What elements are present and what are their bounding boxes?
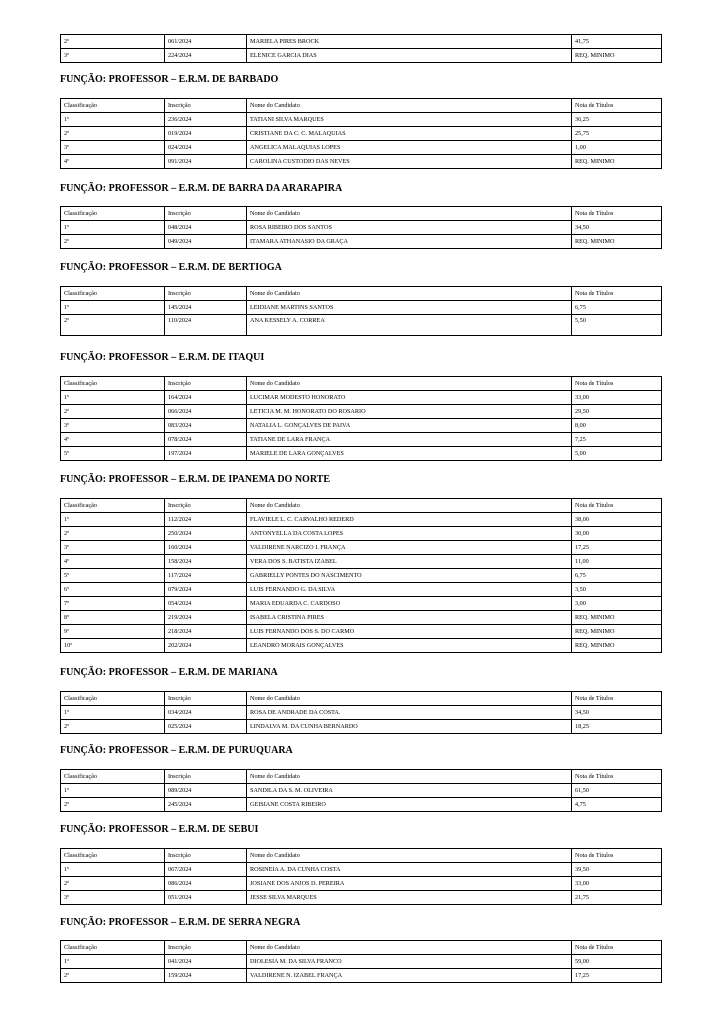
inscricao-cell: 202/2024 xyxy=(165,639,247,653)
classificacao-cell: 1º xyxy=(61,113,165,127)
inscricao-cell: 197/2024 xyxy=(165,447,247,461)
classificacao-cell: 2º xyxy=(61,969,165,983)
score-cell: 61,50 xyxy=(572,784,662,798)
classificacao-cell: 5º xyxy=(61,569,165,583)
table-row xyxy=(61,625,662,639)
table-header-row xyxy=(61,770,662,784)
classificacao-cell: 2º xyxy=(61,235,165,249)
column-header: Nome do Candidato xyxy=(247,770,572,784)
inscricao-cell: 079/2024 xyxy=(165,583,247,597)
column-header: Nota de Títulos xyxy=(572,849,662,863)
section-title: FUNÇÃO: PROFESSOR – E.R.M. DE SERRA NEGRA xyxy=(60,917,301,928)
table-row xyxy=(61,583,662,597)
column-header: Inscrição xyxy=(165,377,247,391)
results-table xyxy=(60,286,662,336)
inscricao-cell: 224/2024 xyxy=(165,49,247,63)
score-cell: 8,00 xyxy=(572,419,662,433)
classificacao-cell: 3º xyxy=(61,141,165,155)
score-cell: 41,75 xyxy=(572,35,662,49)
candidate-name-cell: VERA DOS S. BATISTA IZABEL xyxy=(247,555,572,569)
candidate-name-cell: GEISIANE COSTA RIBEIRO xyxy=(247,798,572,812)
classificacao-cell: 2º xyxy=(61,35,165,49)
section-title: FUNÇÃO: PROFESSOR – E.R.M. DE ITAQUI xyxy=(60,352,265,363)
inscricao-cell: 049/2024 xyxy=(165,235,247,249)
table-row xyxy=(61,433,662,447)
section-title: FUNÇÃO: PROFESSOR – E.R.M. DE SEBUI xyxy=(60,824,259,835)
column-header: Inscrição xyxy=(165,941,247,955)
classificacao-cell: 2º xyxy=(61,877,165,891)
candidate-name-cell: DIOLESIA M. DA SILVA FRANCO xyxy=(247,955,572,969)
table-row xyxy=(61,315,662,336)
section-title: FUNÇÃO: PROFESSOR – E.R.M. DE MARIANA xyxy=(60,667,278,678)
table-row xyxy=(61,541,662,555)
score-cell: 39,50 xyxy=(572,863,662,877)
inscricao-cell: 051/2024 xyxy=(165,891,247,905)
column-header: Nome do Candidato xyxy=(247,287,572,301)
candidate-name-cell: ROSA DE ANDRADE DA COSTA. xyxy=(247,706,572,720)
inscricao-cell: 054/2024 xyxy=(165,597,247,611)
classificacao-cell: 2º xyxy=(61,315,165,336)
results-table xyxy=(60,848,662,905)
table-row xyxy=(61,141,662,155)
column-header: Nome do Candidato xyxy=(247,377,572,391)
table-header-row xyxy=(61,941,662,955)
table-row xyxy=(61,569,662,583)
section-title: FUNÇÃO: PROFESSOR – E.R.M. DE BARRA DA ARARAPIRA xyxy=(60,183,343,194)
classificacao-cell: 1º xyxy=(61,863,165,877)
classificacao-cell: 2º xyxy=(61,720,165,734)
column-header: Nota de Títulos xyxy=(572,941,662,955)
inscricao-cell: 019/2024 xyxy=(165,127,247,141)
score-cell: 17,25 xyxy=(572,541,662,555)
classificacao-cell: 2º xyxy=(61,527,165,541)
score-cell: 11,00 xyxy=(572,555,662,569)
classificacao-cell: 10º xyxy=(61,639,165,653)
table-row xyxy=(61,969,662,983)
classificacao-cell: 1º xyxy=(61,301,165,315)
results-table xyxy=(60,940,662,983)
results-table xyxy=(60,769,662,812)
score-cell: REQ. MINIMO xyxy=(572,49,662,63)
inscricao-cell: 117/2024 xyxy=(165,569,247,583)
classificacao-cell: 9º xyxy=(61,625,165,639)
candidate-name-cell: GABRIELLY PONTES DO NASCIMENTO xyxy=(247,569,572,583)
candidate-name-cell: ANTONYELLA DA COSTA LOPES xyxy=(247,527,572,541)
classificacao-cell: 5º xyxy=(61,447,165,461)
classificacao-cell: 3º xyxy=(61,891,165,905)
candidate-name-cell: ISABELA CRISTINA PIRES xyxy=(247,611,572,625)
candidate-name-cell: FLAVIELE L. C. CARVALHO REDERD xyxy=(247,513,572,527)
score-cell: 34,50 xyxy=(572,221,662,235)
candidate-name-cell: LEANDRO MORAIS GONÇALVES xyxy=(247,639,572,653)
table-row xyxy=(61,113,662,127)
inscricao-cell: 091/2024 xyxy=(165,155,247,169)
classificacao-cell: 2º xyxy=(61,127,165,141)
score-cell: 7,25 xyxy=(572,433,662,447)
candidate-name-cell: CAROLINA CUSTODIO DAS NEVES xyxy=(247,155,572,169)
results-table xyxy=(60,206,662,249)
candidate-name-cell: NATALIA L. GONÇALVES DE PAIVA xyxy=(247,419,572,433)
candidate-name-cell: LUCIMAR MODESTO HONORATO xyxy=(247,391,572,405)
candidate-name-cell: LUIS FERNANDO DOS S. DO CARMO xyxy=(247,625,572,639)
score-cell: 29,50 xyxy=(572,405,662,419)
column-header: Classificação xyxy=(61,287,165,301)
inscricao-cell: 236/2024 xyxy=(165,113,247,127)
table-header-row xyxy=(61,287,662,301)
column-header: Classificação xyxy=(61,941,165,955)
score-cell: REQ. MINIMO xyxy=(572,639,662,653)
classificacao-cell: 3º xyxy=(61,541,165,555)
score-cell: 3,50 xyxy=(572,583,662,597)
section-title: FUNÇÃO: PROFESSOR – E.R.M. DE IPANEMA DO NORTE xyxy=(60,474,331,485)
column-header: Nota de Títulos xyxy=(572,692,662,706)
inscricao-cell: 067/2024 xyxy=(165,863,247,877)
table-row xyxy=(61,720,662,734)
inscricao-cell: 089/2024 xyxy=(165,784,247,798)
classificacao-cell: 1º xyxy=(61,391,165,405)
section-title: FUNÇÃO: PROFESSOR – E.R.M. DE PURUQUARA xyxy=(60,745,293,756)
column-header: Nota de Títulos xyxy=(572,99,662,113)
table-row xyxy=(61,127,662,141)
classificacao-cell: 4º xyxy=(61,555,165,569)
table-row xyxy=(61,419,662,433)
table-row xyxy=(61,611,662,625)
inscricao-cell: 061/2024 xyxy=(165,35,247,49)
inscricao-cell: 066/2024 xyxy=(165,405,247,419)
score-cell: 34,50 xyxy=(572,706,662,720)
classificacao-cell: 1º xyxy=(61,784,165,798)
table-row xyxy=(61,447,662,461)
inscricao-cell: 078/2024 xyxy=(165,433,247,447)
table-row xyxy=(61,513,662,527)
score-cell: REQ. MINIMO xyxy=(572,155,662,169)
candidate-name-cell: LUIS FERNANDO G. DA SILVA xyxy=(247,583,572,597)
inscricao-cell: 158/2024 xyxy=(165,555,247,569)
score-cell: 5,00 xyxy=(572,447,662,461)
table-row xyxy=(61,955,662,969)
candidate-name-cell: MARIELA PIRES BROCK xyxy=(247,35,572,49)
column-header: Nome do Candidato xyxy=(247,207,572,221)
score-cell: REQ. MINIMO xyxy=(572,625,662,639)
candidate-name-cell: ANGELICA MALAQUIAS LOPES xyxy=(247,141,572,155)
classificacao-cell: 3º xyxy=(61,49,165,63)
classificacao-cell: 2º xyxy=(61,798,165,812)
results-table-continued xyxy=(60,34,662,63)
candidate-name-cell: LEIDIANE MARTINS SANTOS xyxy=(247,301,572,315)
table-row xyxy=(61,49,662,63)
inscricao-cell: 218/2024 xyxy=(165,625,247,639)
column-header: Nome do Candidato xyxy=(247,849,572,863)
table-row xyxy=(61,798,662,812)
results-table xyxy=(60,376,662,461)
inscricao-cell: 112/2024 xyxy=(165,513,247,527)
candidate-name-cell: TATIANE DE LARA FRANÇA xyxy=(247,433,572,447)
inscricao-cell: 164/2024 xyxy=(165,391,247,405)
candidate-name-cell: TATIANI SILVA MARQUES xyxy=(247,113,572,127)
candidate-name-cell: LETICIA M. M. HONORATO DO ROSARIO xyxy=(247,405,572,419)
column-header: Nome do Candidato xyxy=(247,99,572,113)
classificacao-cell: 1º xyxy=(61,706,165,720)
score-cell: 5,50 xyxy=(572,315,662,336)
inscricao-cell: 025/2024 xyxy=(165,720,247,734)
column-header: Inscrição xyxy=(165,849,247,863)
column-header: Classificação xyxy=(61,377,165,391)
table-row xyxy=(61,877,662,891)
candidate-name-cell: ANA KESSELY A. CORREA xyxy=(247,315,572,336)
classificacao-cell: 7º xyxy=(61,597,165,611)
candidate-name-cell: MARIA EDUARDA C. CARDOSO xyxy=(247,597,572,611)
classificacao-cell: 1º xyxy=(61,955,165,969)
inscricao-cell: 245/2024 xyxy=(165,798,247,812)
inscricao-cell: 034/2024 xyxy=(165,706,247,720)
column-header: Classificação xyxy=(61,692,165,706)
candidate-name-cell: LINDALVA M. DA CUNHA BERNARDO xyxy=(247,720,572,734)
inscricao-cell: 024/2024 xyxy=(165,141,247,155)
table-row xyxy=(61,891,662,905)
inscricao-cell: 250/2024 xyxy=(165,527,247,541)
inscricao-cell: 086/2024 xyxy=(165,877,247,891)
candidate-name-cell: CRISTIANE DA C. C. MALAQUIAS xyxy=(247,127,572,141)
candidate-name-cell: VALDIRENE N. IZABEL FRANÇA xyxy=(247,969,572,983)
inscricao-cell: 048/2024 xyxy=(165,221,247,235)
candidate-name-cell: ROSA RIBEIRO DOS SANTOS xyxy=(247,221,572,235)
column-header: Nome do Candidato xyxy=(247,941,572,955)
score-cell: 6,75 xyxy=(572,301,662,315)
candidate-name-cell: ELENICE GARCIA DIAS xyxy=(247,49,572,63)
score-cell: 36,25 xyxy=(572,113,662,127)
score-cell: 33,00 xyxy=(572,391,662,405)
score-cell: REQ. MINIMO xyxy=(572,235,662,249)
results-table xyxy=(60,98,662,169)
column-header: Nota de Títulos xyxy=(572,287,662,301)
column-header: Classificação xyxy=(61,499,165,513)
classificacao-cell: 1º xyxy=(61,513,165,527)
column-header: Classificação xyxy=(61,849,165,863)
column-header: Nome do Candidato xyxy=(247,499,572,513)
candidate-name-cell: JESSE SILVA MARQUES xyxy=(247,891,572,905)
inscricao-cell: 145/2024 xyxy=(165,301,247,315)
candidate-name-cell: SANDILA DA S. M. OLIVEIRA xyxy=(247,784,572,798)
table-row xyxy=(61,221,662,235)
candidate-name-cell: MARIELE DE LARA GONÇALVES xyxy=(247,447,572,461)
table-row xyxy=(61,527,662,541)
candidate-name-cell: ROSINEIA A. DA CUNHA COSTA xyxy=(247,863,572,877)
score-cell: 21,75 xyxy=(572,891,662,905)
score-cell: 17,25 xyxy=(572,969,662,983)
inscricao-cell: 219/2024 xyxy=(165,611,247,625)
score-cell: 1,00 xyxy=(572,141,662,155)
section-title: FUNÇÃO: PROFESSOR – E.R.M. DE BERTIOGA xyxy=(60,262,282,273)
results-table xyxy=(60,691,662,734)
table-header-row xyxy=(61,207,662,221)
table-header-row xyxy=(61,692,662,706)
score-cell: 4,75 xyxy=(572,798,662,812)
score-cell: 3,00 xyxy=(572,597,662,611)
table-row xyxy=(61,405,662,419)
score-cell: 30,00 xyxy=(572,527,662,541)
inscricao-cell: 041/2024 xyxy=(165,955,247,969)
column-header: Classificação xyxy=(61,770,165,784)
column-header: Nota de Títulos xyxy=(572,207,662,221)
table-header-row xyxy=(61,849,662,863)
table-row xyxy=(61,597,662,611)
classificacao-cell: 2º xyxy=(61,405,165,419)
column-header: Nota de Títulos xyxy=(572,770,662,784)
score-cell: 18,25 xyxy=(572,720,662,734)
candidate-name-cell: ITAMARA ATHANASIO DA GRAÇA xyxy=(247,235,572,249)
table-row xyxy=(61,35,662,49)
inscricao-cell: 110/2024 xyxy=(165,315,247,336)
score-cell: 6,75 xyxy=(572,569,662,583)
column-header: Inscrição xyxy=(165,99,247,113)
score-cell: 38,00 xyxy=(572,513,662,527)
table-header-row xyxy=(61,99,662,113)
candidate-name-cell: VALDIRENE NARCIZO I. FRANÇA xyxy=(247,541,572,555)
column-header: Nota de Títulos xyxy=(572,377,662,391)
inscricao-cell: 159/2024 xyxy=(165,969,247,983)
score-cell: REQ. MINIMO xyxy=(572,611,662,625)
table-header-row xyxy=(61,499,662,513)
column-header: Inscrição xyxy=(165,207,247,221)
column-header: Inscrição xyxy=(165,770,247,784)
score-cell: 25,75 xyxy=(572,127,662,141)
table-row xyxy=(61,391,662,405)
results-table xyxy=(60,498,662,653)
inscricao-cell: 160/2024 xyxy=(165,541,247,555)
score-cell: 59,00 xyxy=(572,955,662,969)
classificacao-cell: 6º xyxy=(61,583,165,597)
inscricao-cell: 083/2024 xyxy=(165,419,247,433)
classificacao-cell: 3º xyxy=(61,419,165,433)
column-header: Inscrição xyxy=(165,692,247,706)
table-row xyxy=(61,784,662,798)
table-row xyxy=(61,555,662,569)
section-title: FUNÇÃO: PROFESSOR – E.R.M. DE BARBADO xyxy=(60,74,279,85)
table-row xyxy=(61,235,662,249)
table-header-row xyxy=(61,377,662,391)
column-header: Inscrição xyxy=(165,287,247,301)
table-row xyxy=(61,301,662,315)
column-header: Nome do Candidato xyxy=(247,692,572,706)
column-header: Classificação xyxy=(61,99,165,113)
classificacao-cell: 4º xyxy=(61,155,165,169)
classificacao-cell: 1º xyxy=(61,221,165,235)
candidate-name-cell: JOSIANE DOS ANJOS D. PEREIRA xyxy=(247,877,572,891)
table-row xyxy=(61,706,662,720)
table-row xyxy=(61,155,662,169)
classificacao-cell: 8º xyxy=(61,611,165,625)
table-row xyxy=(61,639,662,653)
column-header: Nota de Títulos xyxy=(572,499,662,513)
classificacao-cell: 4º xyxy=(61,433,165,447)
table-row xyxy=(61,863,662,877)
score-cell: 33,00 xyxy=(572,877,662,891)
column-header: Classificação xyxy=(61,207,165,221)
column-header: Inscrição xyxy=(165,499,247,513)
